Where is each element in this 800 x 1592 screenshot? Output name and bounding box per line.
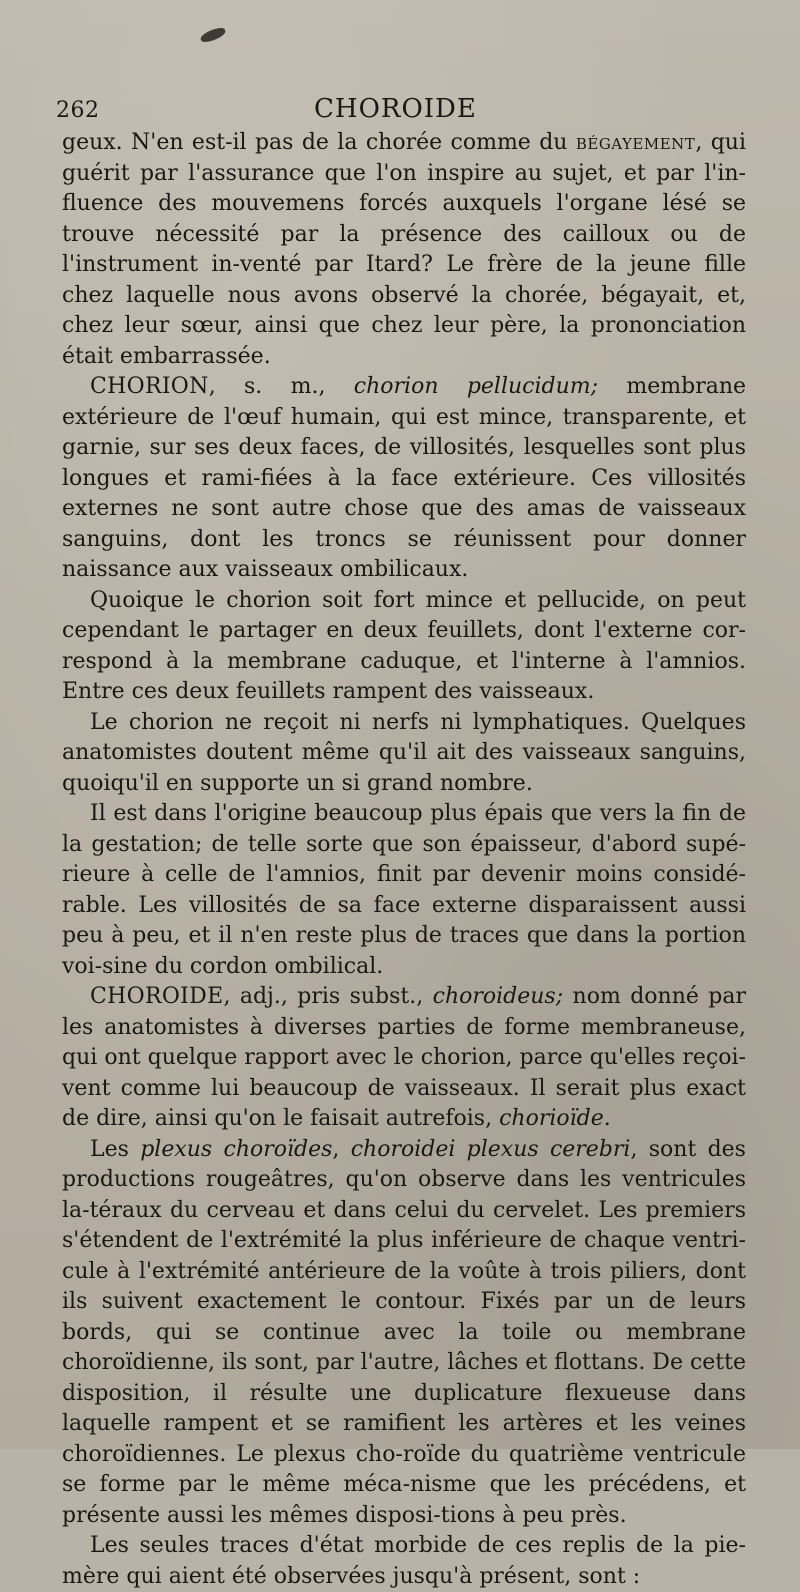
text-run: membrane extérieure de l'œuf humain, qui est mince, transparente, et garnie, sur ses deux faces, de villosités, lesquelles sont plus longues et rami-fiées à la face extérieure. Ces villosités externes ne sont autre chose que des amas de vaisseaux sanguins, dont les troncs se réunissent pour donner naissance aux vaisseaux ombilicaux. [62, 374, 747, 582]
paragraph-p5 [62, 799, 746, 982]
text-run: , [332, 1136, 351, 1162]
running-title: CHOROIDE [314, 94, 477, 124]
body-text [62, 128, 746, 1592]
text-run: Les [90, 1136, 141, 1162]
text-run: , qui guérit par l'assurance que l'on inspire au sujet, et par l'in-fluence des mouvemens forcés auxquels l'organe lésé se trouve nécessité par la présence des cailloux ou de l'instrument in-venté par Itard? Le frère de la jeune fille chez laquelle nous avons observé la chorée, bégayait, et, chez leur sœur, ainsi que chez leur père, la prononciation était embarrassée. [62, 130, 746, 369]
text-run: Quoique le chorion soit fort mince et pellucide, on peut cependant le partager en deux feuillets, dont l'externe cor-respond à la membrane caduque, et l'interne à l'amnios. Entre ces deux feuillets rampent des vaisseaux. [62, 587, 746, 704]
entry-headword: CHORION [90, 374, 209, 399]
text-run: Il est dans l'origine beaucoup plus épais que vers la fin de la gestation; de telle sorte que son épaisseur, d'abord supé-rieure à celle de l'amnios, finit par devenir moins considé-rable. Les villosités de sa face externe disparaissent aussi peu à peu, et il n'en reste plus de traces que dans la portion voi-sine du cordon ombilical. [62, 801, 746, 979]
page-number: 262 [56, 98, 100, 123]
italic-term: chorioïde. [499, 1106, 611, 1131]
text-run: Les seules traces d'état morbide de ces replis de la pie-mère qui aient été observées jusqu'à présent, sont : [62, 1533, 746, 1589]
ink-smudge [199, 26, 227, 44]
text-run: Le chorion ne reçoit ni nerfs ni lymphatiques. Quelques anatomistes doutent même qu'il ait des vaisseaux sanguins, quoiqu'il en supporte un si grand nombre. [62, 709, 746, 796]
text-run: nom donné par les anatomistes à diverses parties de forme membraneuse, qui ont quelque rapport avec le chorion, parce qu'elles reçoi-vent comme lui beaucoup de vaisseaux. Il serait plus exact de dire, ainsi qu'on le faisait autrefois, [62, 984, 747, 1131]
paragraph-p1 [62, 128, 746, 372]
italic-term: plexus choroïdes [140, 1136, 333, 1162]
text-run: , sont des productions rougeâtres, qu'on observe dans les ventricules la-téraux du cerveau et dans celui du cervelet. Les premiers s'étendent de l'extrémité la plus inférieure de chaque ventri-cule à l'extrémité antérieure de la voûte à trois piliers, dont ils suivent exactement le contour. Fixés par un de leurs bords, qui se continue avec la toile ou membrane choroïdienne, ils sont, par l'autre, lâches et flottans. De cette disposition, il résulte une duplicature flexueuse dans laquelle rampent et se ramifient les artères et les veines choroïdiennes. Le plexus cho-roïde du quatrième ventricule se forme par le même méca-nisme que les précédens, et présente aussi les mêmes disposi-tions à peu près. [62, 1136, 746, 1528]
paragraph-p4 [62, 708, 746, 800]
paragraph-p7 [62, 1135, 746, 1532]
italic-term: chorion pellucidum; [353, 374, 599, 399]
text-run: , s. m., [208, 374, 354, 399]
text-run: geux. N'en est-il pas de la chorée comme du [62, 130, 576, 155]
paragraph-p8 [62, 1531, 746, 1592]
italic-term: choroideus; [432, 984, 564, 1009]
page-header [56, 92, 746, 128]
small-caps-term: bégayement [575, 130, 696, 155]
paragraph-p3 [62, 586, 746, 708]
italic-term: choroidei plexus cerebri [350, 1136, 631, 1162]
entry-headword: CHOROIDE [90, 984, 224, 1009]
paragraph-p6 [62, 982, 746, 1135]
text-run: , adj., pris subst., [223, 984, 433, 1009]
paragraph-p2 [62, 372, 746, 586]
